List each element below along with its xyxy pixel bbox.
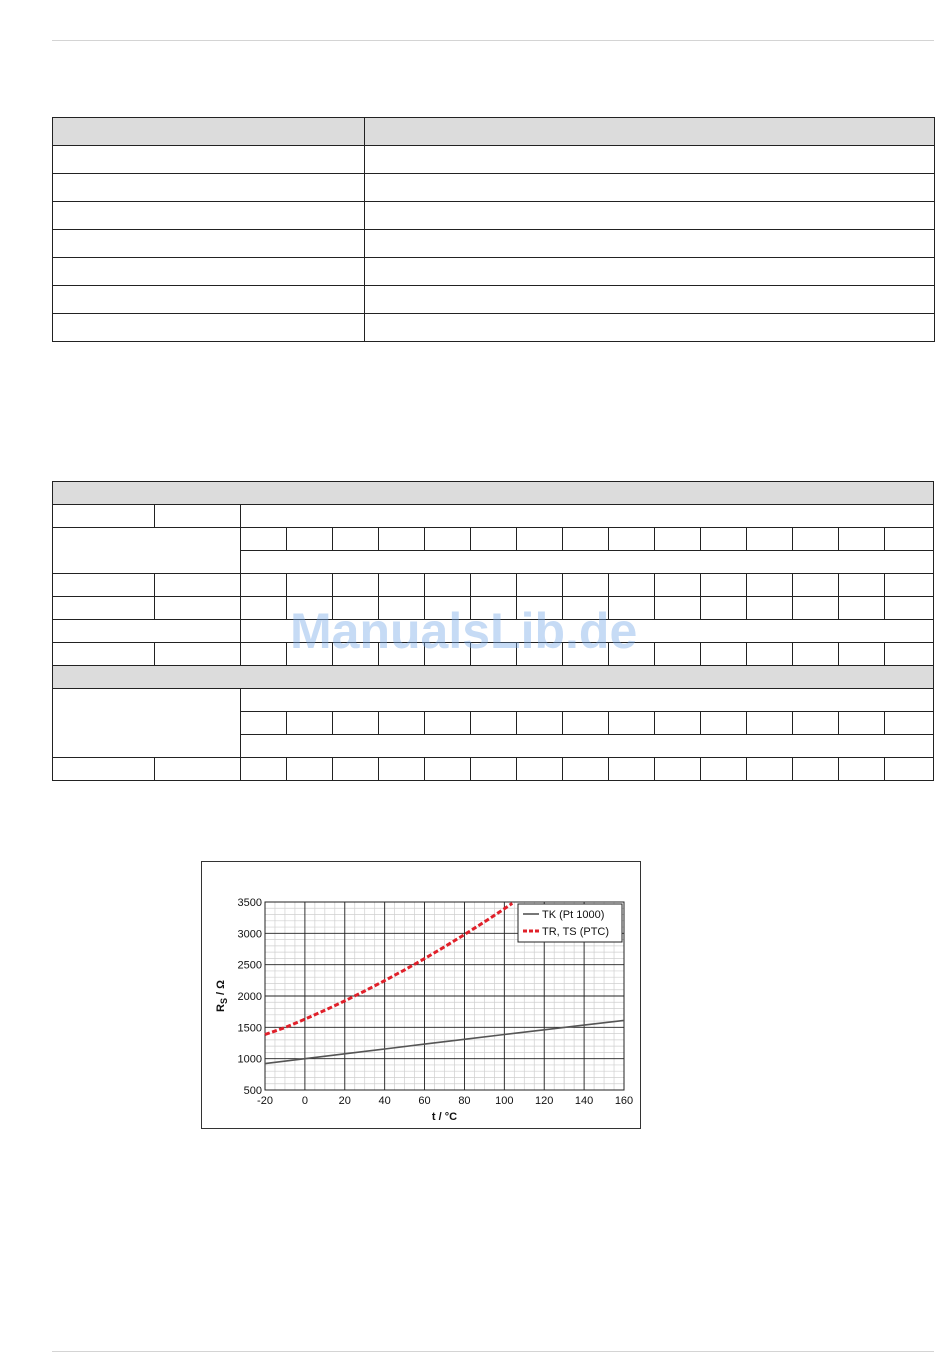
table-cell <box>885 758 934 781</box>
table-row <box>53 286 935 314</box>
y-tick-label: 1000 <box>237 1053 262 1066</box>
table-cell <box>471 712 517 735</box>
table-cell <box>155 643 241 666</box>
table-cell <box>379 528 425 551</box>
table-band-row <box>53 666 934 689</box>
table-cell <box>839 574 885 597</box>
table-cell <box>53 758 155 781</box>
table-cell <box>53 689 241 758</box>
header-rule <box>52 40 934 41</box>
table-row <box>53 758 934 781</box>
table-cell <box>701 712 747 735</box>
table-cell <box>839 597 885 620</box>
table-cell <box>471 528 517 551</box>
table-cell <box>701 528 747 551</box>
table-cell <box>241 735 934 758</box>
y-tick-label: 500 <box>243 1085 262 1097</box>
table-cell <box>793 597 839 620</box>
table-cell <box>563 758 609 781</box>
table-cell <box>655 528 701 551</box>
table-cell <box>241 712 287 735</box>
table-cell <box>287 528 333 551</box>
table-cell <box>839 643 885 666</box>
table-cell <box>53 620 241 643</box>
table-cell <box>241 689 934 712</box>
x-tick-label: 60 <box>418 1095 431 1107</box>
table-cell <box>701 597 747 620</box>
table-cell <box>885 597 934 620</box>
table-cell <box>425 712 471 735</box>
table-cell <box>425 528 471 551</box>
table-cell <box>241 551 934 574</box>
table-header-row <box>53 118 935 146</box>
y-tick-label: 3500 <box>237 897 262 909</box>
table-cell <box>241 643 287 666</box>
table-cell <box>53 505 155 528</box>
x-tick-label: 0 <box>301 1095 308 1107</box>
table-cell <box>563 574 609 597</box>
x-tick-label: 160 <box>614 1095 634 1107</box>
table-cell <box>333 758 379 781</box>
spec-table-top <box>52 117 935 342</box>
table-cell <box>241 758 287 781</box>
table-cell <box>609 758 655 781</box>
table-cell <box>333 528 379 551</box>
table-cell <box>425 758 471 781</box>
table-cell <box>563 528 609 551</box>
table-cell <box>609 528 655 551</box>
table-cell <box>241 505 934 528</box>
table-cell <box>885 643 934 666</box>
table-cell <box>655 643 701 666</box>
footer-rule <box>52 1351 934 1352</box>
table-cell <box>747 574 793 597</box>
y-tick-label: 1500 <box>237 1022 262 1035</box>
table-row <box>53 230 935 258</box>
legend-label: TR, TS (PTC) <box>542 926 610 938</box>
table-row <box>53 528 934 551</box>
table-row <box>53 174 935 202</box>
table-cell <box>747 597 793 620</box>
legend-label: TK (Pt 1000) <box>542 909 605 921</box>
table-row <box>53 146 935 174</box>
table-cell <box>885 528 934 551</box>
x-tick-label: 20 <box>338 1095 351 1107</box>
table-cell <box>839 712 885 735</box>
table-row <box>53 505 934 528</box>
x-tick-label: -20 <box>257 1095 273 1107</box>
table-cell <box>563 712 609 735</box>
table-cell <box>701 643 747 666</box>
x-tick-label: 40 <box>378 1095 391 1107</box>
table-cell <box>655 574 701 597</box>
resistance-chart <box>201 861 641 1129</box>
table-cell <box>53 574 155 597</box>
table-cell <box>333 712 379 735</box>
chart-svg <box>202 862 640 1128</box>
table-cell <box>609 574 655 597</box>
table-cell <box>655 712 701 735</box>
table-cell <box>287 758 333 781</box>
table-cell <box>747 528 793 551</box>
table-cell <box>53 666 934 689</box>
table-cell <box>379 712 425 735</box>
table-cell <box>747 712 793 735</box>
table-cell <box>701 758 747 781</box>
table-cell <box>379 574 425 597</box>
table-cell <box>379 758 425 781</box>
watermark: ManualsLib.de <box>290 603 638 659</box>
table-row <box>53 314 935 342</box>
table-cell <box>53 643 155 666</box>
x-tick-label: 140 <box>574 1095 594 1107</box>
table-row <box>53 258 935 286</box>
table-cell <box>885 712 934 735</box>
table-cell <box>609 712 655 735</box>
table-cell <box>655 597 701 620</box>
table-cell <box>53 528 241 574</box>
table-cell <box>517 528 563 551</box>
table-cell <box>885 574 934 597</box>
table-cell <box>655 758 701 781</box>
table-cell <box>701 574 747 597</box>
table-cell <box>839 758 885 781</box>
y-tick-label: 3000 <box>237 928 262 941</box>
table-cell <box>793 758 839 781</box>
table-cell <box>333 574 379 597</box>
table-cell <box>425 574 471 597</box>
x-axis-label: t / °C <box>431 1111 458 1123</box>
y-tick-label: 2500 <box>237 959 262 972</box>
table-cell <box>793 528 839 551</box>
table-cell <box>793 574 839 597</box>
table-cell <box>155 574 241 597</box>
table-cell <box>155 758 241 781</box>
table-row <box>53 202 935 230</box>
table-cell <box>241 574 287 597</box>
table-cell <box>53 597 155 620</box>
table-cell <box>839 528 885 551</box>
table-cell <box>155 597 241 620</box>
table-cell <box>241 597 287 620</box>
table-cell <box>241 528 287 551</box>
x-tick-label: 80 <box>458 1095 471 1107</box>
table-cell <box>517 712 563 735</box>
x-tick-label: 100 <box>495 1095 514 1107</box>
table-cell <box>53 482 934 505</box>
table-cell <box>471 758 517 781</box>
x-tick-label: 120 <box>535 1095 554 1107</box>
table-band-row <box>53 482 934 505</box>
y-tick-label: 2000 <box>237 991 262 1003</box>
table-cell <box>793 643 839 666</box>
table-cell <box>747 758 793 781</box>
table-cell <box>517 758 563 781</box>
table-cell <box>155 505 241 528</box>
table-cell <box>793 712 839 735</box>
table-cell <box>287 712 333 735</box>
y-axis-label: $R_S$ / Ω <box>215 980 229 1012</box>
table-row <box>53 574 934 597</box>
table-cell <box>517 574 563 597</box>
table-cell <box>471 574 517 597</box>
table-row <box>53 689 934 712</box>
table-cell <box>287 574 333 597</box>
table-cell <box>747 643 793 666</box>
